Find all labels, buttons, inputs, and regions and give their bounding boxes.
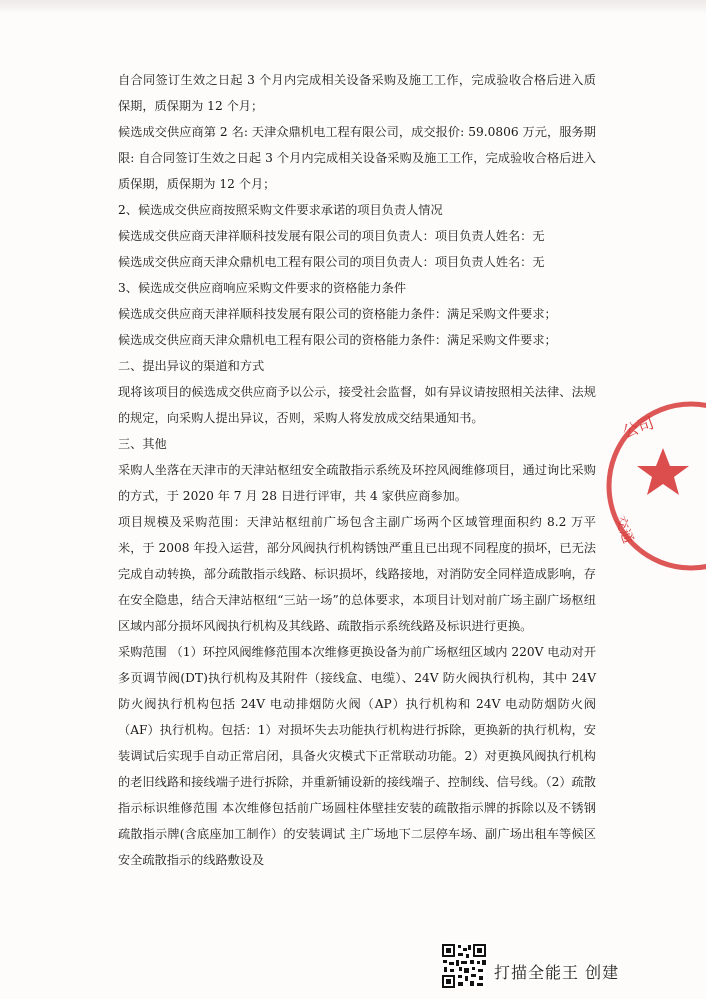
- paragraph: 候选成交供应商第 2 名: 天津众鼎机电工程有限公司，成交报价: 59.0806 万元，服务期限: 自合同签订生效之日起 3 个月内完成相关设备采购及施工工作，完成验收合格后进入质保期，质保期为 12 个月；: [118, 125, 596, 191]
- section-heading: 二、提出异议的渠道和方式: [118, 359, 265, 373]
- seal-text-side: 交通: [611, 513, 636, 546]
- paragraph: 候选成交供应商天津祥顺科技发展有限公司的资格能力条件：满足采购文件要求；: [118, 307, 557, 321]
- qr-graphic: [441, 943, 487, 989]
- paragraph: 采购范围 （1）环控风阀维修范围本次维修更换设备为前广场枢纽区域内 220V 电动对开多页调节阀(DT)执行机构及其附件（接线盒、电缆）、24V 防火阀执行机构，其中 24V 防火阀执行机构包括 24V 电动排烟防火阀（AP）执行机构和 24V 电动防烟防火阀（AF）执行机构。包括：1）对损坏失去功能执行机构进行拆除，更换新的执行机构，安装调试后实现手自动正常启闭，具备火灾模式下正常联动功能。2）对更换风阀执行机构的老旧线路和接线端子进行拆除，并重新铺设新的接线端子、控制线、信号线。（2）疏散指示标识维修范围 本次维修包括前广场圆柱体壁挂安装的疏散指示牌的拆除以及不锈钢疏散指示牌(含底座加工制作）的安装调试 主广场地下二层停车场、副广场出租车等候区安全疏散指示的线路敷设及: [118, 645, 597, 867]
- section-heading: 3、候选成交供应商响应采购文件要求的资格能力条件: [118, 281, 407, 295]
- document-body: [118, 67, 596, 873]
- paragraph: 采购人坐落在天津市的天津站枢纽安全疏散指示系统及环控风阀维修项目，通过询比采购的方式，于 2020 年 7 月 28 日进行评审，共 4 家供应商参加。: [118, 463, 596, 503]
- official-seal: [603, 398, 706, 573]
- star-icon: [637, 448, 689, 495]
- paragraph: 候选成交供应商天津众鼎机电工程有限公司的项目负责人：项目负责人姓名：无: [118, 255, 545, 269]
- section-heading: 2、候选成交供应商按照采购文件要求承诺的项目负责人情况: [118, 203, 443, 217]
- seal-graphic: [603, 398, 706, 573]
- paragraph: 候选成交供应商天津祥顺科技发展有限公司的项目负责人：项目负责人姓名：无: [118, 229, 545, 243]
- section-heading: 三、其他: [118, 437, 167, 451]
- seal-text-top: 公司: [619, 412, 657, 442]
- paragraph: 项目规模及采购范围：天津站枢纽前广场包含主副广场两个区域管理面积约 8.2 万平米，于 2008 年投入运营，部分风阀执行机构锈蚀严重且已出现不同程度的损坏，已无法完成自动转换，部分疏散指示线路、标识损坏，线路接地，对消防安全同样造成影响，存在安全隐患，结合天津站枢纽“三站一场”的总体要求，本项目计划对前广场主副广场枢纽区域内部分损坏风阀执行机构及其线路、疏散指示系统线路及标识进行更换。: [118, 515, 596, 633]
- scanner-watermark: 打描全能王 创建: [494, 963, 620, 982]
- paragraph: 现将该项目的候选成交供应商予以公示，接受社会监督，如有异议请按照相关法律、法规的规定，向采购人提出异议，否则，采购人将发放成交结果通知书。: [118, 385, 596, 425]
- qr-code-icon: [441, 943, 487, 989]
- paragraph: 自合同签订生效之日起 3 个月内完成相关设备采购及施工工作，完成验收合格后进入质保期，质保期为 12 个月；: [118, 73, 596, 113]
- scan-top-shadow: [0, 0, 706, 14]
- paragraph: 候选成交供应商天津众鼎机电工程有限公司的资格能力条件：满足采购文件要求；: [118, 333, 557, 347]
